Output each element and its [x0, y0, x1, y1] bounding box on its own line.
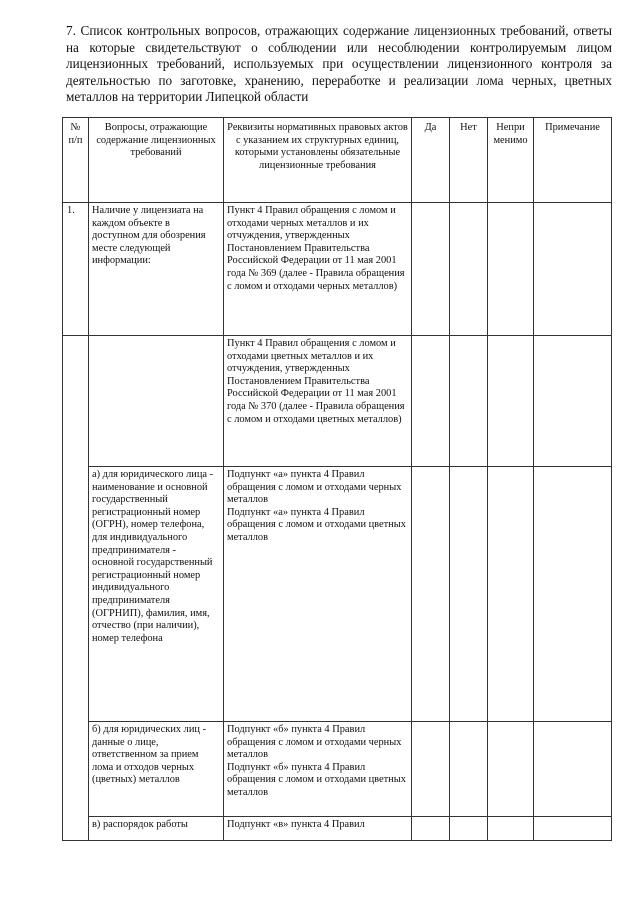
header-requisites: Реквизиты нормативных правовых актов с указанием их структурных единиц, которыми установлены обязательные лицензионные требования	[224, 118, 412, 203]
answer-na-cell[interactable]	[488, 467, 534, 722]
note-cell[interactable]	[534, 336, 612, 467]
table-row	[63, 467, 612, 722]
answer-na-cell[interactable]	[488, 203, 534, 336]
row-requisite: Подпункт «в» пункта 4 Правил	[224, 817, 412, 841]
answer-no-cell[interactable]	[450, 336, 488, 467]
header-row	[63, 118, 612, 203]
requisite-line: Подпункт «б» пункта 4 Правил обращения с ломом и отходами цветных металлов	[227, 761, 406, 798]
answer-na-cell[interactable]	[488, 817, 534, 841]
answer-na-cell[interactable]	[488, 336, 534, 467]
requisite-line: Подпункт «а» пункта 4 Правил обращения с ломом и отходами черных металлов	[227, 469, 402, 506]
answer-yes-cell[interactable]	[412, 817, 450, 841]
row-num: 1.	[63, 203, 89, 336]
answer-no-cell[interactable]	[450, 467, 488, 722]
row-question	[89, 336, 224, 467]
note-cell[interactable]	[534, 203, 612, 336]
note-cell[interactable]	[534, 817, 612, 841]
header-not-applicable: Непри менимо	[488, 118, 534, 203]
row-question: а) для юридического лица - наименование и основной государственный регистрационный номер (ОГРН), номер телефона, для индивидуального предпринимателя - основной государственный регистрационный номер индивидуального предпринимателя (ОГРНИП), фамилия, имя, отчество (при наличии), номер телефона	[89, 467, 224, 722]
row-requisite: Пункт 4 Правил обращения с ломом и отходами черных металлов и их отчуждения, утвержденных Постановлением Правительства Российской Федерации от 11 мая 2001 года № 369 (далее - Правила обращения с ломом и отходами черных металлов)	[224, 203, 412, 336]
answer-yes-cell[interactable]	[412, 336, 450, 467]
table-row	[63, 203, 612, 336]
answer-yes-cell[interactable]	[412, 203, 450, 336]
note-cell[interactable]	[534, 467, 612, 722]
table-row	[63, 336, 612, 467]
header-yes: Да	[412, 118, 450, 203]
table-row	[63, 722, 612, 817]
answer-no-cell[interactable]	[450, 817, 488, 841]
header-questions: Вопросы, отражающие содержание лицензионных требований	[89, 118, 224, 203]
row-requisite	[224, 467, 412, 722]
answer-no-cell[interactable]	[450, 722, 488, 817]
header-no: Нет	[450, 118, 488, 203]
row-requisite	[224, 722, 412, 817]
row-num	[63, 336, 89, 841]
answer-yes-cell[interactable]	[412, 467, 450, 722]
row-question: Наличие у лицензиата на каждом объекте в доступном для обозрения месте следующей информации:	[89, 203, 224, 336]
answer-no-cell[interactable]	[450, 203, 488, 336]
table-row	[63, 817, 612, 841]
answer-na-cell[interactable]	[488, 722, 534, 817]
row-requisite: Пункт 4 Правил обращения с ломом и отходами цветных металлов и их отчуждения, утвержденных Постановлением Правительства Российской Федерации от 11 мая 2001 года № 370 (далее - Правила обращения с ломом и отходами цветных металлов)	[224, 336, 412, 467]
row-question: в) распорядок работы	[89, 817, 224, 841]
answer-yes-cell[interactable]	[412, 722, 450, 817]
requisite-line: Подпункт «а» пункта 4 Правил обращения с ломом и отходами цветных металлов	[227, 506, 406, 543]
requisite-line: Подпункт «б» пункта 4 Правил обращения с ломом и отходами черных металлов	[227, 724, 402, 761]
checklist-table	[62, 117, 612, 841]
note-cell[interactable]	[534, 722, 612, 817]
section-heading: 7. Список контрольных вопросов, отражающих содержание лицензионных требований, ответы на которые свидетельствуют о соблюдении или несоблюдении контролируемым лицом лицензионных требований, используемых при осуществлении лицензионного контроля за деятельностью по заготовке, хранению, переработке и реализации лома черных, цветных металлов на территории Липецкой области	[66, 23, 612, 105]
header-num: № п/п	[63, 118, 89, 203]
row-question: б) для юридических лиц - данные о лице, ответственном за прием лома и отходов черных (цветных) металлов	[89, 722, 224, 817]
header-note: Примечание	[534, 118, 612, 203]
